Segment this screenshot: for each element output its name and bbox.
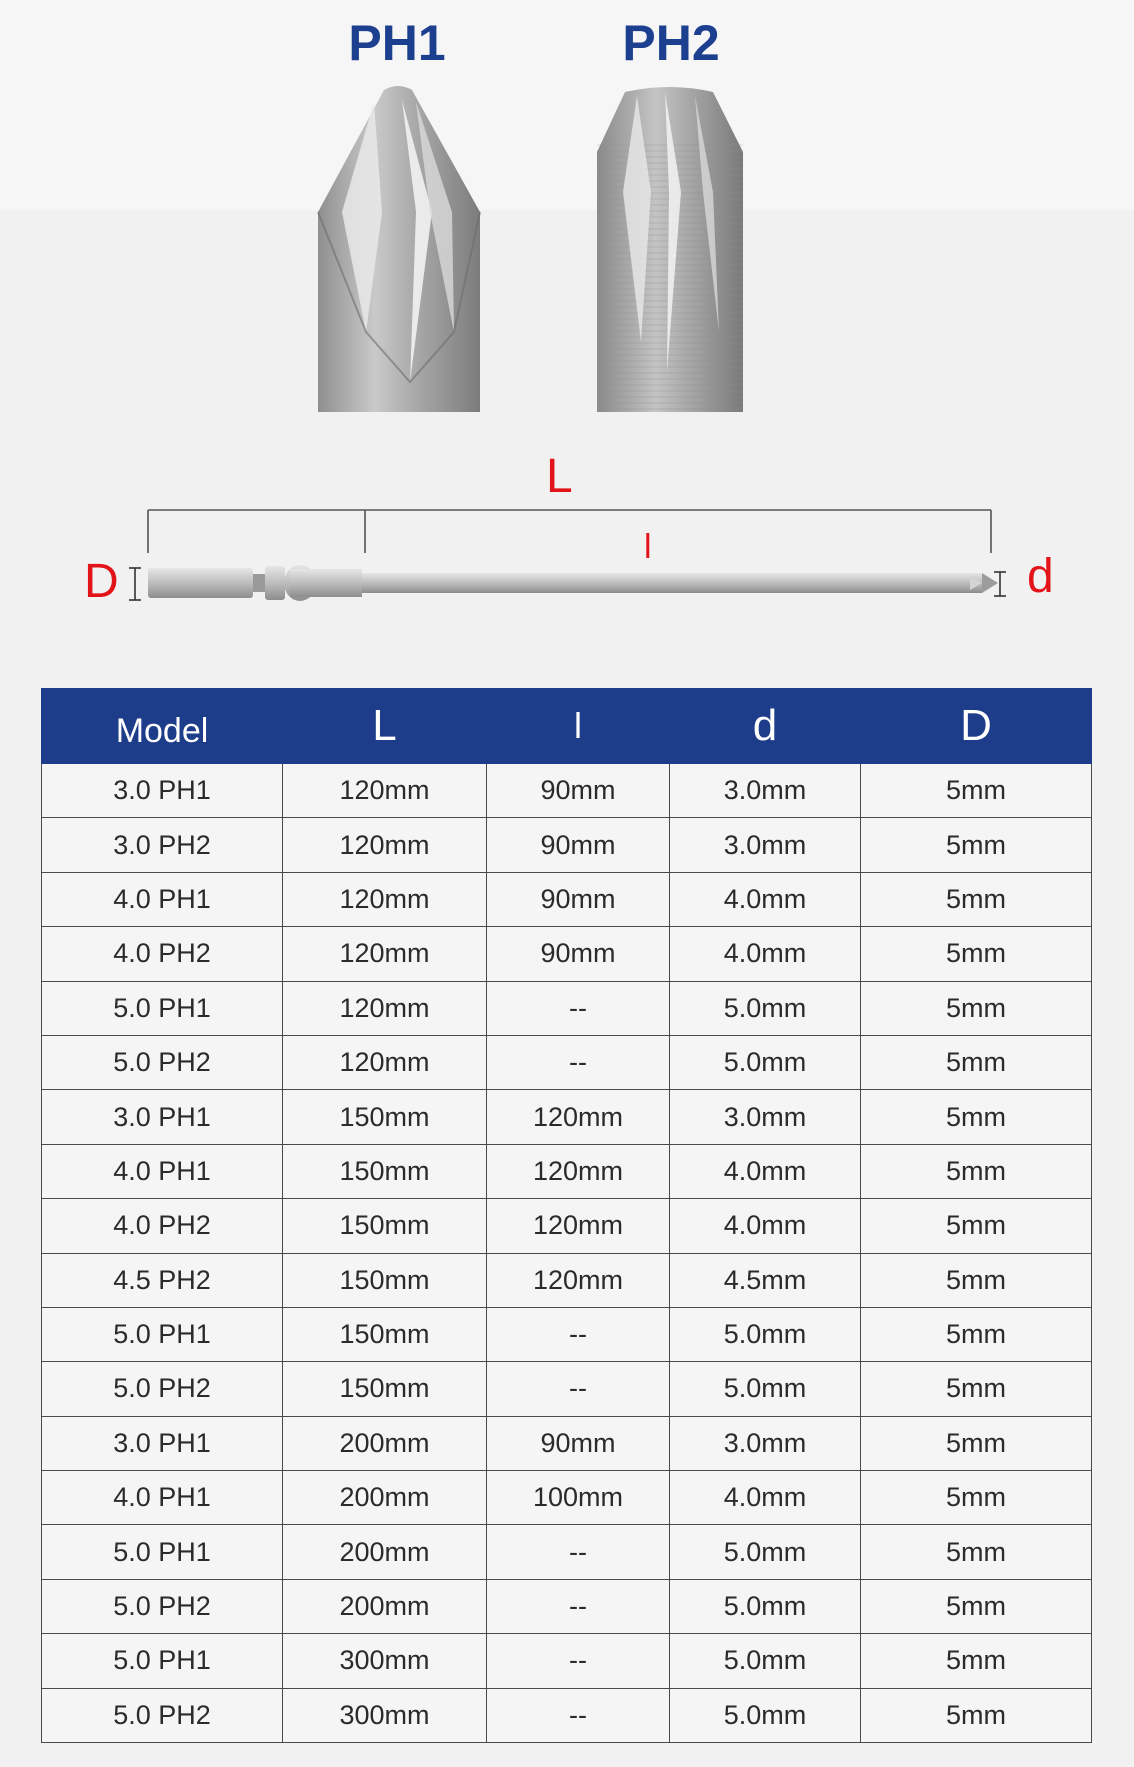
- tip-diameter-cell: 3.0mm: [670, 764, 861, 818]
- tip-diameter-label: d: [1027, 550, 1054, 603]
- working-length-cell: 100mm: [487, 1471, 670, 1525]
- shank-diameter-cell: 5mm: [861, 1634, 1092, 1688]
- model-cell: 5.0 PH2: [42, 1035, 283, 1089]
- model-cell: 3.0 PH1: [42, 764, 283, 818]
- table-row: [42, 1362, 1092, 1416]
- length-cell: 150mm: [283, 1307, 487, 1361]
- table-row: [42, 1579, 1092, 1633]
- model-cell: 5.0 PH2: [42, 1688, 283, 1742]
- tip-diameter-cell: 4.0mm: [670, 927, 861, 981]
- tip-diameter-cell: 5.0mm: [670, 1307, 861, 1361]
- shank-diameter-label: D: [84, 555, 119, 608]
- working-length-cell: --: [487, 1634, 670, 1688]
- shank-diameter-cell: 5mm: [861, 1362, 1092, 1416]
- table-row: [42, 1416, 1092, 1470]
- table-row: [42, 1471, 1092, 1525]
- working-length-cell: 120mm: [487, 1199, 670, 1253]
- header-d: d: [670, 689, 861, 764]
- length-cell: 150mm: [283, 1362, 487, 1416]
- model-cell: 5.0 PH1: [42, 1634, 283, 1688]
- working-length-cell: --: [487, 1035, 670, 1089]
- tip-diameter-cell: 4.0mm: [670, 1144, 861, 1198]
- length-cell: 120mm: [283, 872, 487, 926]
- table-row: [42, 764, 1092, 818]
- header-l: l: [487, 689, 670, 764]
- overall-length-label: L: [546, 450, 573, 503]
- tip-diameter-cell: 4.0mm: [670, 1199, 861, 1253]
- table-body: [42, 764, 1092, 1743]
- length-cell: 200mm: [283, 1525, 487, 1579]
- model-cell: 4.5 PH2: [42, 1253, 283, 1307]
- length-cell: 150mm: [283, 1199, 487, 1253]
- table-row: [42, 1199, 1092, 1253]
- table-row: [42, 1035, 1092, 1089]
- model-cell: 4.0 PH2: [42, 927, 283, 981]
- table-row: [42, 1307, 1092, 1361]
- ph2-title: PH2: [622, 15, 720, 71]
- working-length-cell: --: [487, 1525, 670, 1579]
- model-cell: 4.0 PH1: [42, 1144, 283, 1198]
- working-length-cell: 90mm: [487, 764, 670, 818]
- working-length-cell: --: [487, 1688, 670, 1742]
- table-header-row: [42, 689, 1092, 764]
- length-cell: 120mm: [283, 927, 487, 981]
- tip-diameter-cell: 5.0mm: [670, 1525, 861, 1579]
- working-length-cell: 90mm: [487, 1416, 670, 1470]
- shank-diameter-cell: 5mm: [861, 872, 1092, 926]
- model-cell: 4.0 PH2: [42, 1199, 283, 1253]
- shank-diameter-cell: 5mm: [861, 981, 1092, 1035]
- table-row: [42, 1090, 1092, 1144]
- model-cell: 5.0 PH2: [42, 1362, 283, 1416]
- working-length-cell: 120mm: [487, 1144, 670, 1198]
- model-cell: 5.0 PH2: [42, 1579, 283, 1633]
- tip-diameter-cell: 5.0mm: [670, 1362, 861, 1416]
- ph1-title: PH1: [348, 15, 446, 71]
- tip-diameter-cell: 3.0mm: [670, 1090, 861, 1144]
- table-row: [42, 927, 1092, 981]
- tip-diameter-cell: 5.0mm: [670, 1634, 861, 1688]
- tip-diameter-cell: 5.0mm: [670, 1688, 861, 1742]
- shank-diameter-cell: 5mm: [861, 927, 1092, 981]
- length-cell: 200mm: [283, 1579, 487, 1633]
- length-cell: 150mm: [283, 1090, 487, 1144]
- tip-diameter-cell: 5.0mm: [670, 1579, 861, 1633]
- length-cell: 150mm: [283, 1253, 487, 1307]
- length-cell: 300mm: [283, 1688, 487, 1742]
- tip-diameter-cell: 5.0mm: [670, 981, 861, 1035]
- bit-shaft: [148, 565, 998, 601]
- tip-diameter-cell: 4.0mm: [670, 872, 861, 926]
- table-row: [42, 872, 1092, 926]
- model-cell: 3.0 PH1: [42, 1416, 283, 1470]
- ph1-bit-tip-image: [312, 82, 484, 412]
- length-bracket-lines: [148, 510, 991, 553]
- working-length-cell: --: [487, 1579, 670, 1633]
- shank-diameter-cell: 5mm: [861, 1199, 1092, 1253]
- length-cell: 200mm: [283, 1471, 487, 1525]
- model-cell: 4.0 PH1: [42, 1471, 283, 1525]
- tip-diameter-cell: 3.0mm: [670, 1416, 861, 1470]
- working-length-cell: 120mm: [487, 1090, 670, 1144]
- shank-diameter-cell: 5mm: [861, 1471, 1092, 1525]
- tip-diameter-cell: 5.0mm: [670, 1035, 861, 1089]
- header-L: L: [283, 689, 487, 764]
- shank-diameter-cell: 5mm: [861, 1090, 1092, 1144]
- table-row: [42, 981, 1092, 1035]
- length-cell: 120mm: [283, 981, 487, 1035]
- header-D: D: [861, 689, 1092, 764]
- working-length-cell: --: [487, 981, 670, 1035]
- length-cell: 120mm: [283, 818, 487, 872]
- shank-diameter-cell: 5mm: [861, 764, 1092, 818]
- model-cell: 5.0 PH1: [42, 1525, 283, 1579]
- shank-diameter-cell: 5mm: [861, 1579, 1092, 1633]
- table-row: [42, 1253, 1092, 1307]
- model-cell: 3.0 PH2: [42, 818, 283, 872]
- tip-diameter-cell: 4.0mm: [670, 1471, 861, 1525]
- table-row: [42, 1144, 1092, 1198]
- working-length-cell: 90mm: [487, 818, 670, 872]
- header-model: Model: [42, 689, 283, 764]
- shank-diameter-cell: 5mm: [861, 1253, 1092, 1307]
- spec-table: [41, 688, 1092, 1743]
- shank-diameter-cell: 5mm: [861, 1525, 1092, 1579]
- model-cell: 5.0 PH1: [42, 981, 283, 1035]
- table-row: [42, 1634, 1092, 1688]
- tip-diameter-cell: 3.0mm: [670, 818, 861, 872]
- model-cell: 4.0 PH1: [42, 872, 283, 926]
- working-length-cell: 90mm: [487, 927, 670, 981]
- model-cell: 3.0 PH1: [42, 1090, 283, 1144]
- working-length-cell: --: [487, 1362, 670, 1416]
- length-cell: 300mm: [283, 1634, 487, 1688]
- length-cell: 120mm: [283, 764, 487, 818]
- working-length-cell: 120mm: [487, 1253, 670, 1307]
- shank-diameter-cell: 5mm: [861, 818, 1092, 872]
- tip-diameter-cell: 4.5mm: [670, 1253, 861, 1307]
- ph2-bit-tip-image: [595, 82, 745, 412]
- shank-diameter-cell: 5mm: [861, 1307, 1092, 1361]
- shank-diameter-cell: 5mm: [861, 1416, 1092, 1470]
- table-row: [42, 1525, 1092, 1579]
- table-row: [42, 1688, 1092, 1742]
- shank-diameter-cell: 5mm: [861, 1144, 1092, 1198]
- shank-diameter-cell: 5mm: [861, 1688, 1092, 1742]
- model-cell: 5.0 PH1: [42, 1307, 283, 1361]
- working-length-cell: 90mm: [487, 872, 670, 926]
- length-cell: 200mm: [283, 1416, 487, 1470]
- shank-diameter-cell: 5mm: [861, 1035, 1092, 1089]
- table-row: [42, 818, 1092, 872]
- length-cell: 150mm: [283, 1144, 487, 1198]
- length-cell: 120mm: [283, 1035, 487, 1089]
- working-length-cell: --: [487, 1307, 670, 1361]
- working-length-label: l: [644, 528, 652, 566]
